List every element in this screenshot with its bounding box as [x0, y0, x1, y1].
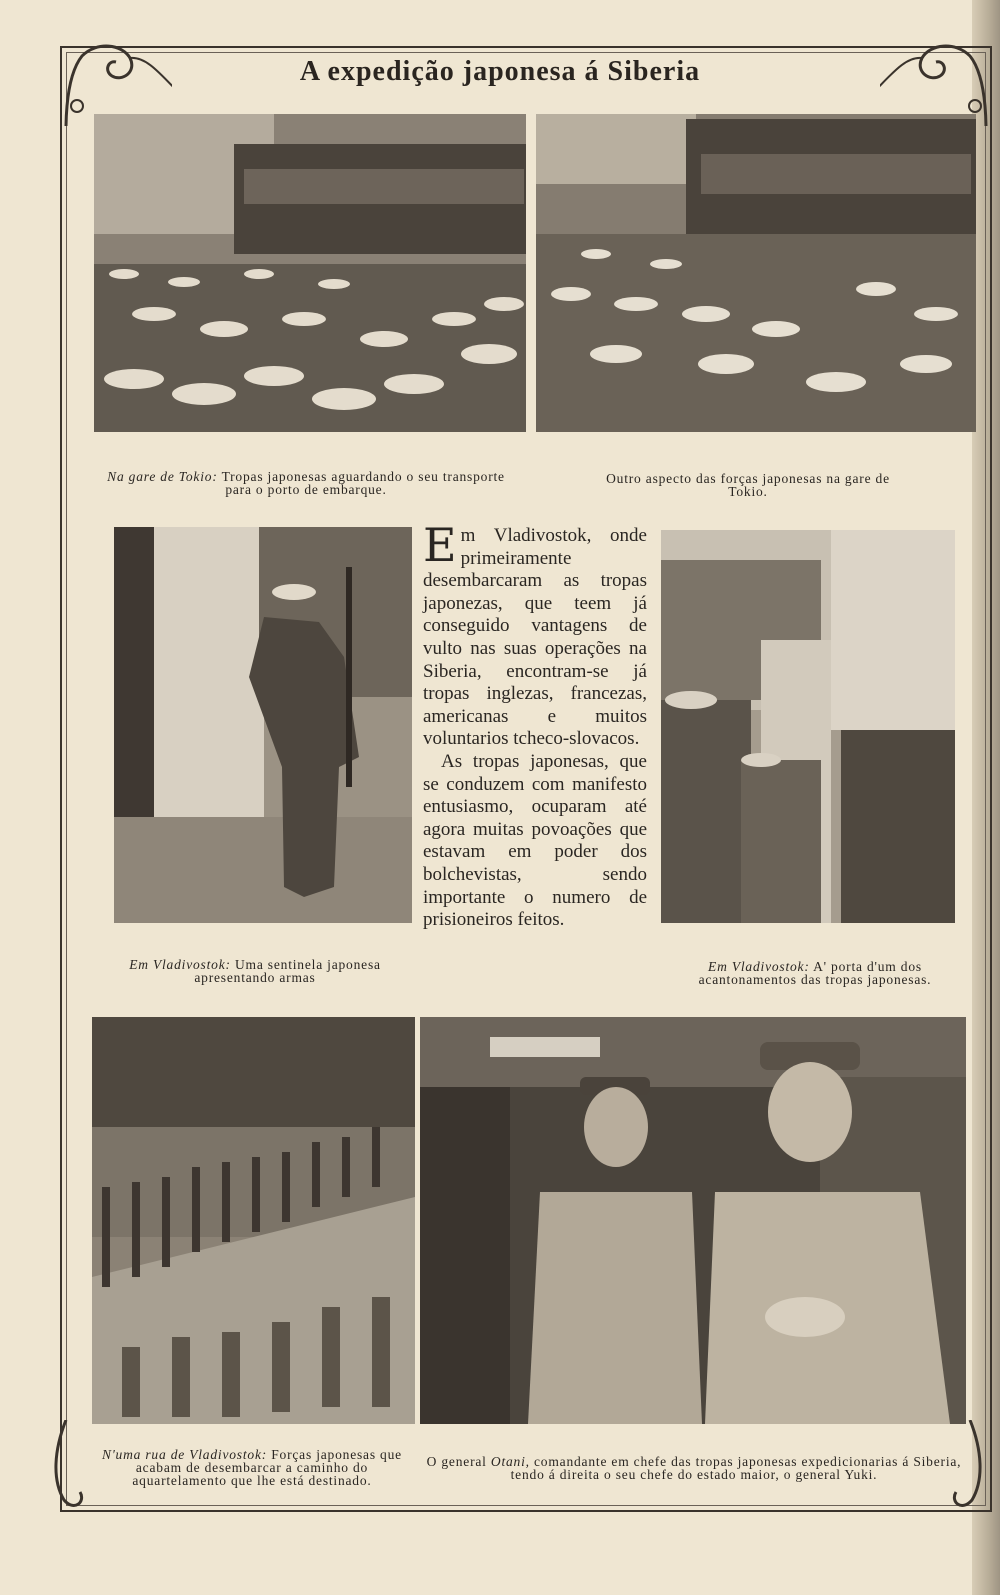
photo-vladivostok-street: [92, 1017, 415, 1424]
article-dropcap: E: [423, 518, 457, 572]
caption-sentinel: [96, 958, 414, 984]
caption-door: [660, 960, 970, 986]
caption-generals: [424, 1455, 964, 1481]
caption-door-prefix: Em Vladivostok:: [708, 959, 810, 974]
caption-tokio-1-text: Tropas japonesas aguardando o seu transporte para o porto de embarque.: [221, 469, 505, 497]
article-paragraph-1-text: m Vladivostok, onde primeiramente desembarcaram as tropas japonezas, que teem já conseguido vantagens de vulto nas suas operações na Siberia, encontram-se já tropas inglezas, francezas, americanas e muitos voluntarios tcheco-slovacos.: [423, 525, 647, 750]
caption-generals-name: Otani,: [490, 1454, 530, 1469]
caption-street-text: Forças japonesas que acabam de desembarcar a caminho do aquartelamento que lhe está destinado.: [132, 1447, 402, 1488]
photo-sentinel: [114, 527, 412, 923]
caption-sentinel-text: Uma sentinela japonesa apresentando armas: [194, 957, 381, 985]
caption-tokio-2: Outro aspecto das forças japonesas na gare de Tokio.: [606, 471, 890, 499]
caption-sentinel-prefix: Em Vladivostok:: [129, 957, 231, 972]
caption-street: [92, 1448, 412, 1487]
caption-door-text: A' porta d'um dos acantonamentos das tropas japonesas.: [698, 959, 932, 987]
caption-street-prefix: N'uma rua de Vladivostok:: [102, 1447, 268, 1462]
photo-tokio-station-aspect: [536, 114, 976, 432]
photo-generals-otani-yuki: [420, 1017, 966, 1424]
page-title: A expedição japonesa á Siberia: [299, 56, 701, 87]
caption-generals-text: comandante em chefe das tropas japonesas expedicionarias á Siberia, tendo á direita o seu chefe do estado maior, o general Yuki.: [510, 1454, 962, 1482]
ornament-bottom-left: [46, 1420, 96, 1510]
article-paragraph-2: As tropas japonesas, que se conduzem com manifesto entusiasmo, ocuparam até agora muitas povoações que estavam em poder dos bolchevistas, sendo importante o numero de prisioneiros feitos.: [423, 750, 647, 931]
photo-tokio-station-troops: [94, 114, 526, 432]
caption-generals-pre: O general: [426, 1454, 487, 1469]
caption-tokio-1-prefix: Na gare de Tokio:: [107, 469, 218, 484]
photo-quarters-door: [661, 530, 955, 923]
caption-tokio-1: [96, 470, 516, 496]
article-paragraph-1: [423, 518, 647, 751]
article-body: [423, 518, 647, 932]
